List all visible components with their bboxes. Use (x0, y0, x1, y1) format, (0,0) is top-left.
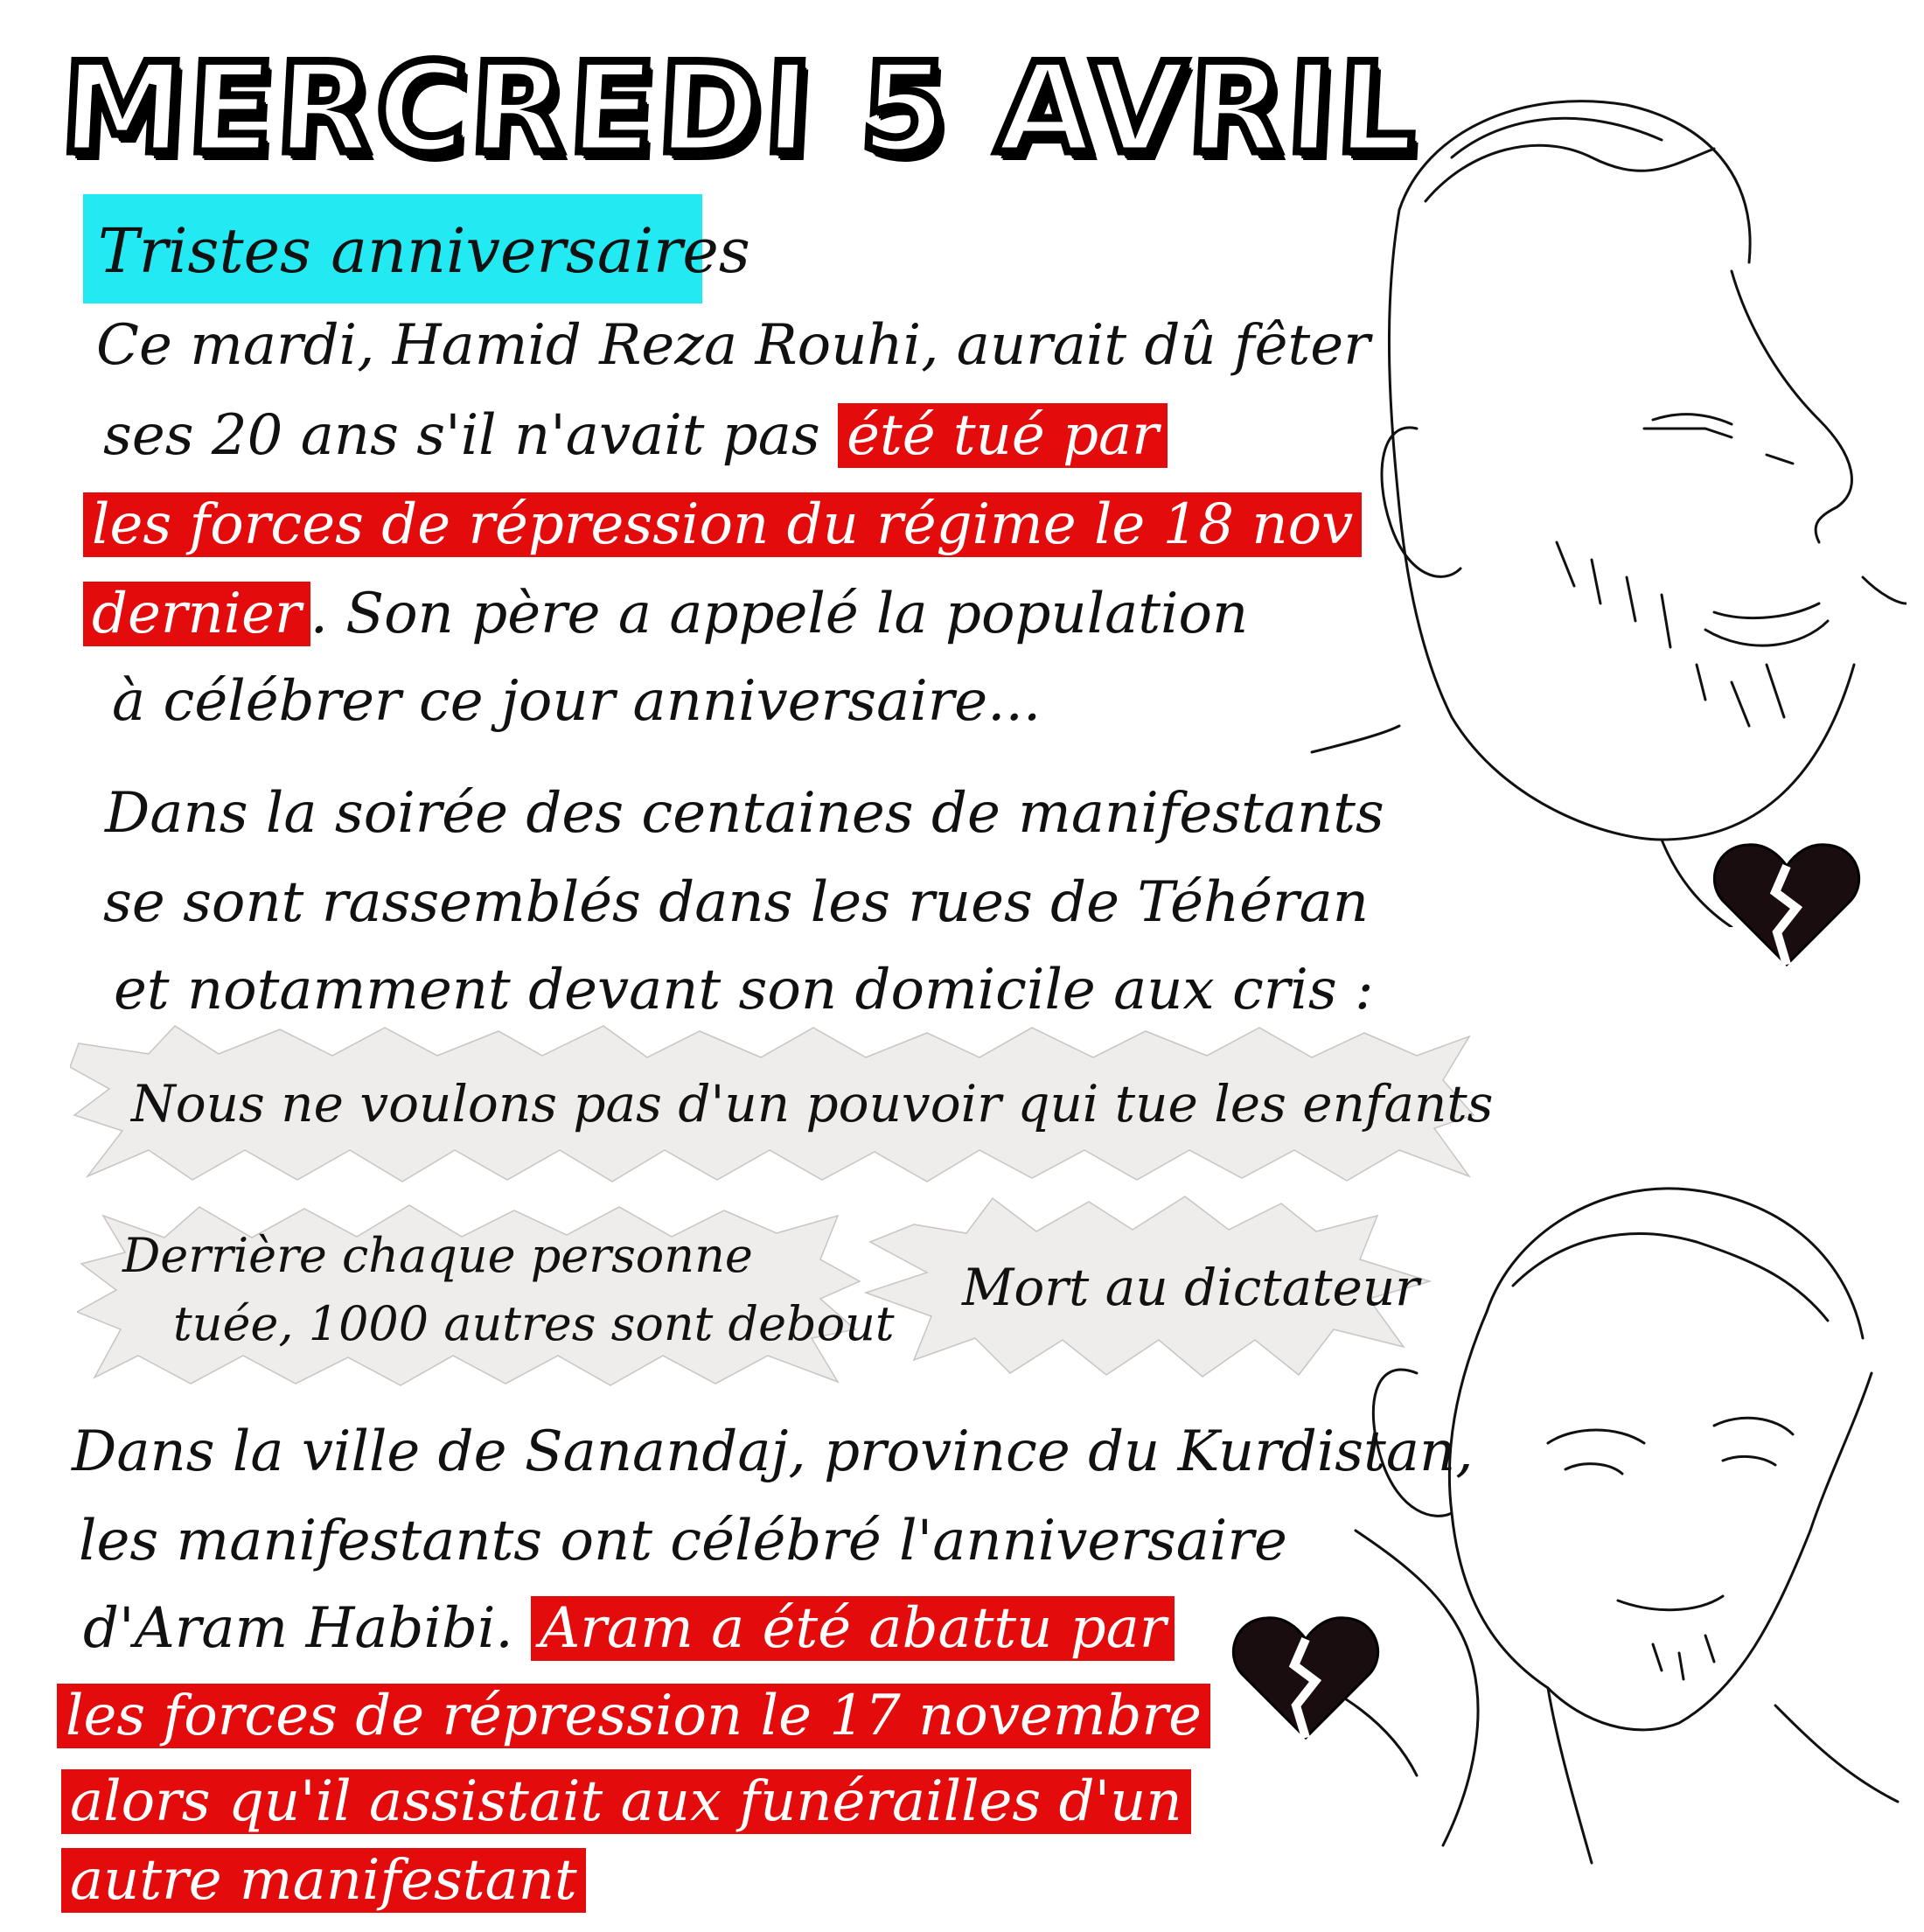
subtitle: Tristes anniversaires (98, 215, 750, 287)
paragraph3-line3 (83, 1585, 1175, 1672)
slogan2-line2: tuée, 1000 autres sont debout (173, 1296, 895, 1351)
paragraph1-line4-text: . Son père a appelé la population (310, 582, 1249, 646)
paragraph1-line2-highlight: été tué par (838, 403, 1168, 468)
paragraph2-line3: et notamment devant son domicile aux cris : (114, 958, 1374, 1022)
paragraph3-line4-highlight: les forces de répression le 17 novembre (57, 1684, 1210, 1748)
page-title: MERCREDI 5 AVRIL (57, 37, 1424, 181)
paragraph1-line2-text: ses 20 ans s'il n'avait pas (103, 403, 839, 468)
broken-heart-icon (1712, 838, 1861, 969)
paragraph3-line3-highlight: Aram a été abattu par (531, 1596, 1175, 1661)
paragraph1-line4 (83, 570, 1248, 658)
paragraph3-line3-text: d'Aram Habibi. (83, 1596, 532, 1661)
slogan3-text: Mort au dictateur (962, 1258, 1419, 1317)
paragraph1-line3 (83, 481, 1362, 568)
paragraph3-line4 (57, 1672, 1210, 1760)
paragraph3-line6 (61, 1837, 586, 1924)
paragraph2-line2: se sont rassemblés dans les rues de Téhéran (103, 870, 1369, 935)
broken-heart-icon (1231, 1611, 1380, 1742)
slogan2-line1: Derrière chaque personne (122, 1228, 753, 1283)
portrait-hamid-reza-rouhi (1294, 52, 1907, 927)
paragraph1-line2 (103, 392, 1168, 479)
paragraph1-line1: Ce mardi, Hamid Reza Rouhi, aurait dû fêter (96, 313, 1370, 378)
paragraph3-line2: les manifestants ont célébré l'anniversaire (79, 1509, 1287, 1573)
paragraph1-line4-highlight: dernier (83, 582, 310, 646)
paragraph2-line1: Dans la soirée des centaines de manifestants (105, 781, 1384, 846)
paragraph3-line5 (61, 1758, 1191, 1845)
paragraph1-line3-highlight: les forces de répression du régime le 18 nov (83, 492, 1362, 557)
paragraph3-line6-highlight: autre manifestant (61, 1848, 586, 1913)
paragraph3-line5-highlight: alors qu'il assistait aux funérailles d'un (61, 1769, 1191, 1834)
portrait-aram-habibi (1286, 1111, 1915, 1924)
slogan1-text: Nous ne voulons pas d'un pouvoir qui tue les enfants (131, 1074, 1494, 1133)
paragraph3-line1: Dans la ville de Sanandaj, province du Kurdistan, (72, 1419, 1474, 1484)
paragraph1-line5: à célébrer ce jour anniversaire... (112, 669, 1042, 734)
